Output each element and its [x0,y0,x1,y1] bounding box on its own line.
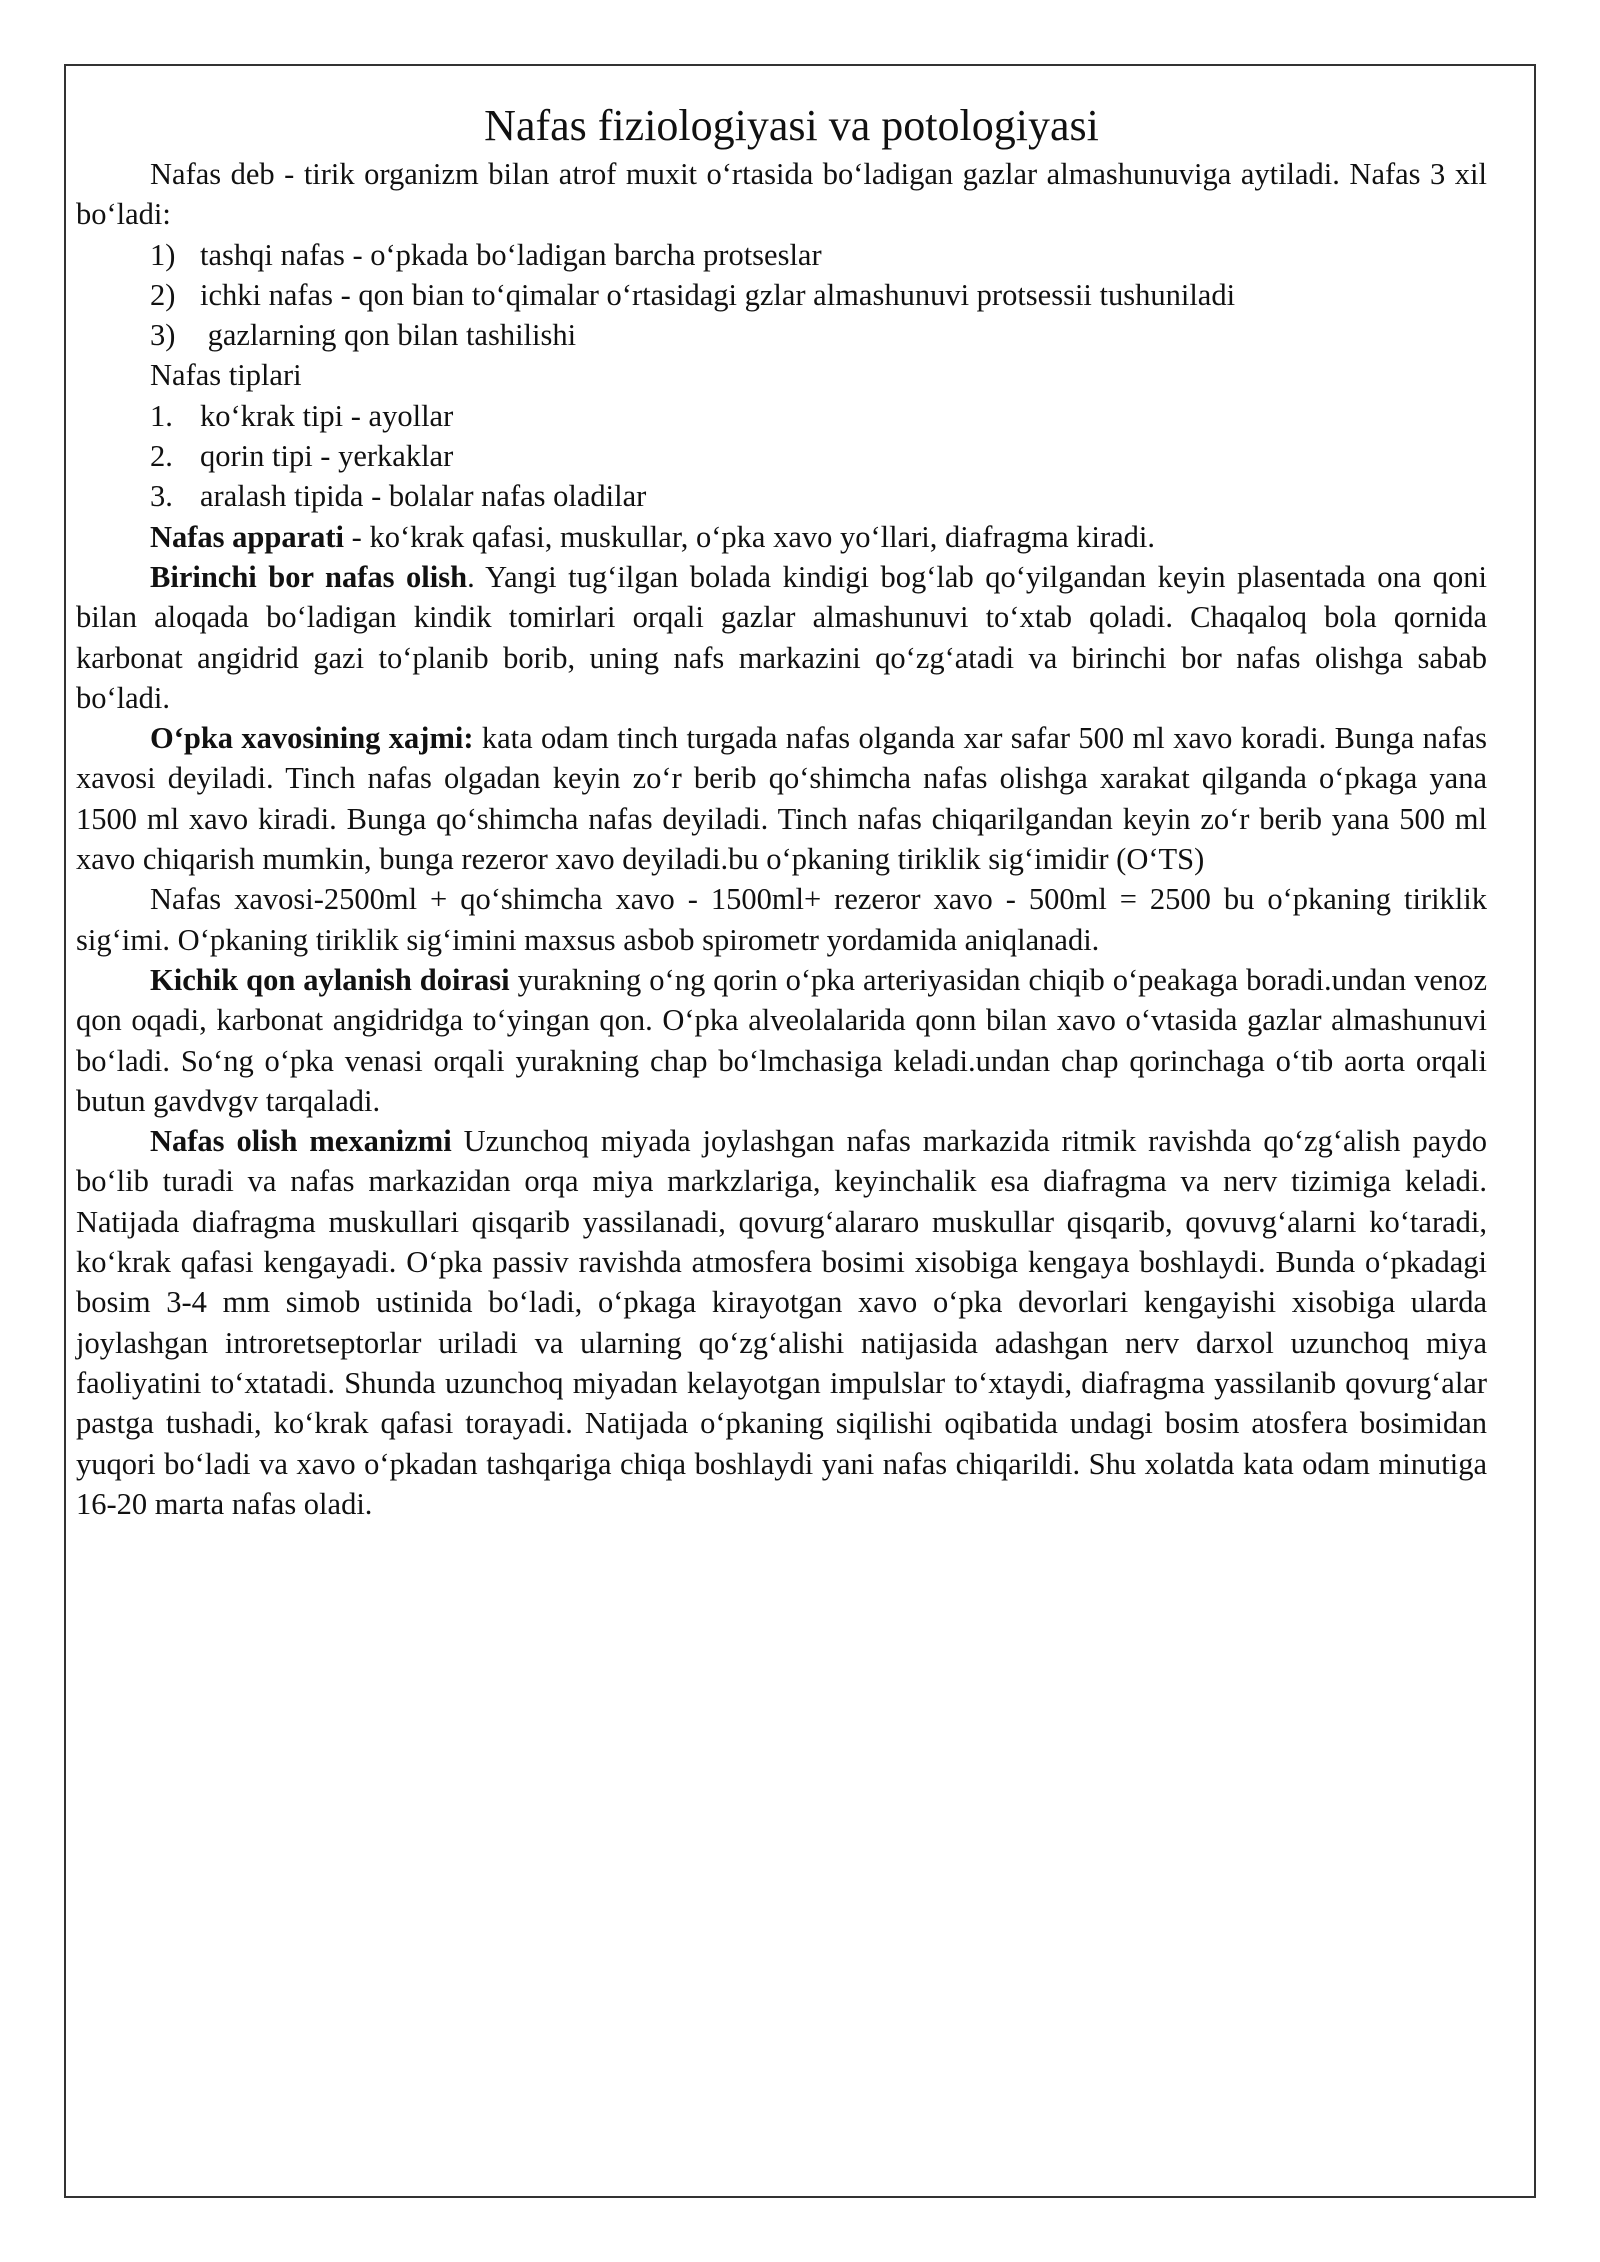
kichik-paragraph: Kichik qon aylanish doirasi yurakning o‘ng qorin o‘pka arteriyasidan chiqib o‘peakaga boradi.undan venoz qon oqadi, karbonat angidridga to‘yingan qon. O‘pka alveolalarida qonn bilan xavo o‘vtasida gazlar almashunuvi bo‘ladi. So‘ng o‘pka venasi orqali yurakning chap bo‘lmchasiga keladi.undan chap qorinchaga o‘tib aorta orqali butun gavdvgv tarqaladi. [76,962,1487,1118]
birinchi-paragraph: Birinchi bor nafas olish. Yangi tug‘ilgan bolada kindigi bog‘lab qo‘yilgandan keyin plasentada ona qoni bilan aloqada bo‘ladigan kindik tomirlari orqali gazlar almashunuvi to‘xtab qoladi. Chaqaloq bola qornida karbonat angidrid gazi to‘planib borib, uning nafs markazini qo‘zg‘atadi va birinchi bor nafas olishga sabab bo‘ladi. [76,559,1488,715]
apparat-paragraph: Nafas apparati - ko‘krak qafasi, muskullar, o‘pka xavo yo‘llari, diafragma kiradi. [150,519,1156,554]
section-heading-tiplar: Nafas tiplari [150,358,302,393]
intro-paragraph: Nafas deb - tirik organizm bilan atrof muxit o‘rtasida bo‘ladigan gazlar almashunuviga aytiladi. Nafas 3 xil bo‘ladi: [76,157,1487,232]
bold-term: Nafas apparati [150,519,345,554]
list-item: 2) ichki nafas - qon bian to‘qimalar o‘rtasidagi gzlar almashunuvi protsessii tushuniladi [150,277,1236,312]
list-item: 1) tashqi nafas - o‘pkada bo‘ladigan barcha protseslar [150,237,822,272]
bold-term: Nafas olish mexanizmi [150,1124,452,1159]
bold-term: Kichik qon aylanish doirasi [150,962,510,997]
list-item: 3. aralash tipida - bolalar nafas oladilar [150,479,647,514]
list-item: 3) gazlarning qon bilan tashilishi [150,318,577,353]
list-item: 2. qorin tipi - yerkaklar [150,439,454,474]
mexanizm-paragraph: Nafas olish mexanizmi Uzunchoq miyada joylashgan nafas markazida ritmik ravishda qo‘zg‘alish paydo bo‘lib turadi va nafas markazidan orqa miya markzlariga, keyinchalik esa diafragma va nerv tizimiga keladi. Natijada diafragma muskullari qisqarib yassilanadi, qovurg‘alararo muskullar qisqarib, qovuvg‘alarni ko‘taradi, ko‘krak qafasi kengayadi. O‘pka passiv ravishda atmosfera bosimi xisobiga kengaya boshlaydi. Bunda o‘pkadagi bosim 3-4 mm simob ustinida bo‘ladi, o‘pkaga kirayotgan xavo o‘pka devorlari kengayishi xisobiga ularda joylashgan introretseptorlar uriladi va ularning qo‘zg‘alishi natijasida adashgan nerv darxol uzunchoq miya faoliyatini to‘xtatadi. Shunda uzunchoq miyadan kelayotgan impulslar to‘xtaydi, diafragma yassilanib qovurg‘alar pastga tushadi, ko‘krak qafasi torayadi. Natijada o‘pkaning siqilishi oqibatida undagi bosim atosfera bosimidan yuqori bo‘ladi va xavo o‘pkadan tashqariga chiqa boshlaydi yani nafas chiqarildi. Shu xolatda kata odam minutiga 16-20 marta nafas oladi. [76,1124,1487,1521]
formula-paragraph: Nafas xavosi-2500ml + qo‘shimcha xavo - 1500ml+ rezeror xavo - 500ml = 2500 bu o‘pkaning tiriklik sig‘imi. O‘pkaning tiriklik sig‘imini maxsus asbob spirometr yordamida aniqlanadi. [76,882,1487,957]
nafas-types-list [76,235,1487,356]
list-item: 1. ko‘krak tipi - ayollar [150,398,454,433]
bold-term: Birinchi bor nafas olish [150,559,468,594]
xajm-paragraph: O‘pka xavosining xajmi: kata odam tinch turgada nafas olganda xar safar 500 ml xavo koradi. Bunga nafas xavosi deyiladi. Tinch nafas olgadan keyin zo‘r berib qo‘shimcha nafas olishga xarakat qilganda o‘pkaga yana 1500 ml xavo kiradi. Bunga qo‘shimcha nafas deyiladi. Tinch nafas chiqarilgandan keyin zo‘r berib yana 500 ml xavo chiqarish mumkin, bunga rezeror xavo deyiladi.bu o‘pkaning tiriklik sig‘imidir (O‘TS) [76,721,1488,877]
nafas-tiplar-list [76,396,1487,517]
document-body [76,98,1487,1524]
bold-term: O‘pka xavosining xajmi: [150,721,474,756]
page-title: Nafas fiziologiyasi va potologiyasi [484,101,1099,150]
